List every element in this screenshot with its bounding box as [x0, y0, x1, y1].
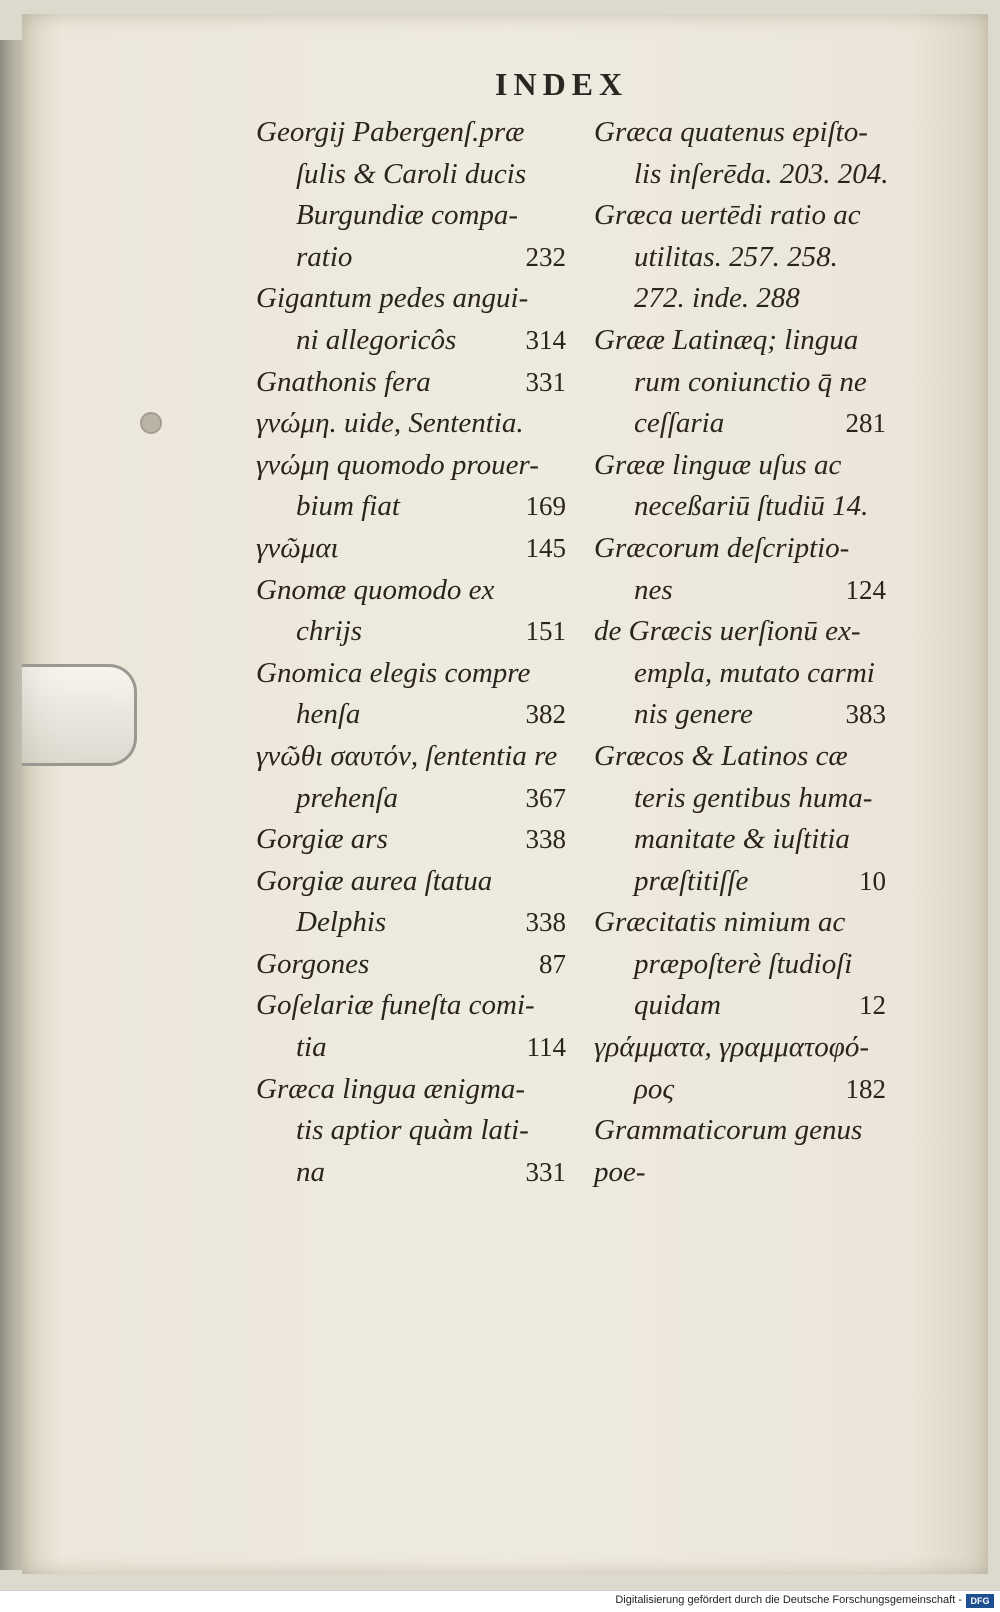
index-entry-line: [256, 528, 566, 570]
index-page-reference: 10: [859, 865, 886, 896]
index-entry-text: Gnomæ quomodo ex: [256, 573, 495, 606]
index-entry-text: ρος: [634, 1072, 675, 1105]
index-entry-line: [594, 1027, 894, 1069]
index-entry-text: poe-: [594, 1155, 646, 1188]
index-entry-text: empla, mutato carmi: [634, 656, 875, 689]
index-entry-text: utilitas. 257. 258.: [634, 240, 838, 273]
index-entry-line: [594, 985, 894, 1027]
index-entry-line: [256, 1069, 566, 1111]
index-entry-text: Goſelariæ funeſta comi-: [256, 989, 535, 1022]
index-entry-text: prehenſa: [296, 781, 399, 814]
page-hole: [140, 412, 162, 434]
index-entry-text: Grææ linguæ uſus ac: [594, 448, 842, 481]
index-entry-text: Græca lingua ænigma-: [256, 1072, 526, 1105]
index-page-reference: 331: [525, 366, 566, 397]
index-entry-line: [594, 445, 894, 487]
index-entry-text: Gorgiæ aurea ſtatua: [256, 864, 493, 897]
index-entry-text: ratio: [296, 240, 353, 273]
index-entry-text: tis aptior quàm lati-: [296, 1114, 529, 1147]
index-entry-line: [594, 278, 894, 320]
index-entry-text: na: [296, 1155, 325, 1188]
index-entry-line: [594, 320, 894, 362]
index-entry-line: [594, 1069, 894, 1111]
index-entry-text: Græcos & Latinos cæ: [594, 739, 848, 772]
footer: [0, 1590, 1000, 1612]
index-entry-line: [256, 1152, 566, 1194]
index-entry-line: [256, 237, 566, 279]
index-entry-text: Grææ Latinæq; lingua: [594, 323, 859, 356]
index-entry-line: [594, 528, 894, 570]
index-entry-text: de Græcis uerſionū ex-: [594, 615, 861, 648]
index-entry-text: rum coniunctio q̄ ne: [634, 365, 867, 398]
index-entry-text: manitate & iuſtitia: [634, 823, 850, 856]
index-entry-text: Delphis: [296, 906, 387, 939]
index-entry-line: [256, 278, 566, 320]
index-page-reference: 114: [526, 1032, 566, 1063]
index-entry-line: [256, 362, 566, 404]
index-entry-line: [256, 1110, 566, 1152]
index-entry-text: Gnathonis fera: [256, 365, 431, 398]
index-entry-text: Grammaticorum genus: [594, 1114, 863, 1147]
index-entry-text: Burgundiæ compa-: [296, 199, 519, 232]
index-entry-text: γνῶμαι: [256, 531, 339, 564]
index-page-reference: 151: [525, 616, 566, 647]
index-entry-line: [594, 486, 894, 528]
index-page-reference: 338: [525, 824, 566, 855]
index-entry-line: [256, 403, 566, 445]
index-entry-line: [256, 195, 566, 237]
index-page-reference: 169: [525, 491, 566, 522]
index-entry-text: 272. inde. 288: [634, 282, 800, 315]
index-entry-line: [594, 902, 894, 944]
index-page-reference: 182: [845, 1073, 886, 1104]
index-entry-line: [256, 902, 566, 944]
index-entry-line: [256, 694, 566, 736]
index-entry-text: teris gentibus huma-: [634, 781, 873, 814]
index-column-right: [594, 112, 894, 1193]
index-entry-text: henſa: [296, 698, 361, 731]
index-entry-line: [256, 611, 566, 653]
index-entry-line: [256, 985, 566, 1027]
index-entry-line: [594, 1152, 894, 1194]
index-page-reference: 314: [525, 324, 566, 355]
footer-credit: Digitalisierung gefördert durch die Deutsche Forschungsgemeinschaft -: [615, 1594, 962, 1606]
index-entry-text: Gigantum pedes angui-: [256, 282, 529, 315]
index-entry-line: [256, 944, 566, 986]
index-entry-line: [256, 570, 566, 612]
page-header: INDEX: [495, 66, 629, 102]
index-entry-text: tia: [296, 1031, 327, 1064]
index-page-reference: 232: [525, 241, 566, 272]
index-entry-line: [594, 736, 894, 778]
index-entry-text: Gnomica elegis compre: [256, 656, 531, 689]
index-entry-text: Georgij Pabergenſ.præ: [256, 116, 525, 148]
index-page-reference: 87: [539, 948, 566, 979]
index-entry-line: [256, 445, 566, 487]
index-entry-text: γνῶθι σαυτόν, ſententia re: [256, 739, 558, 772]
index-page-reference: 281: [845, 408, 886, 439]
index-entry-line: [594, 861, 894, 903]
index-entry-line: [594, 944, 894, 986]
index-entry-line: [256, 320, 566, 362]
index-entry-text: bium fiat: [296, 490, 400, 523]
index-entry-line: [256, 653, 566, 695]
index-entry-text: præſtitiſſe: [634, 864, 749, 897]
index-page-reference: 367: [525, 782, 566, 813]
index-entry-line: [256, 778, 566, 820]
index-entry-text: Græcitatis nimium ac: [594, 906, 846, 939]
index-entry-text: γνώμη quomodo prouer-: [256, 448, 539, 481]
index-page-reference: 383: [845, 699, 886, 730]
index-entry-line: [594, 237, 894, 279]
index-entry-line: [256, 112, 566, 154]
index-entry-text: nes: [634, 573, 673, 606]
index-entry-line: [594, 694, 894, 736]
index-entry-line: [594, 653, 894, 695]
index-entry-line: [256, 819, 566, 861]
index-entry-line: [594, 1110, 894, 1152]
index-entry-text: ni allegoricôs: [296, 323, 457, 356]
index-page-reference: 331: [525, 1156, 566, 1187]
index-entry-line: [594, 611, 894, 653]
index-entry-line: [256, 1027, 566, 1069]
index-entry-text: nis genere: [634, 698, 753, 731]
index-entry-text: ceſſaria: [634, 407, 725, 440]
index-entry-line: [594, 154, 894, 196]
index-entry-text: ſulis & Caroli ducis: [296, 157, 527, 190]
index-page-reference: 382: [525, 699, 566, 730]
index-entry-text: præpoſterè ſtudioſi: [634, 947, 853, 980]
index-entry-text: chrijs: [296, 615, 363, 648]
page-clip: [22, 664, 137, 766]
index-entry-line: [594, 819, 894, 861]
index-entry-line: [256, 486, 566, 528]
index-entry-text: γνώμη. uide, Sententia.: [256, 407, 524, 440]
index-entry-text: lis inſerēda. 203. 204.: [634, 157, 889, 190]
index-page-reference: 338: [525, 907, 566, 938]
index-entry-text: Græca uertēdi ratio ac: [594, 199, 861, 232]
index-entry-line: [256, 861, 566, 903]
index-entry-text: Gorgiæ ars: [256, 823, 388, 856]
dfg-logo: DFG: [966, 1594, 994, 1608]
index-entry-line: [594, 112, 894, 154]
index-page-reference: 12: [859, 990, 886, 1021]
index-entry-line: [256, 736, 566, 778]
index-entry-line: [256, 154, 566, 196]
index-entry-text: quidam: [634, 989, 721, 1022]
index-entry-line: [594, 778, 894, 820]
index-entry-text: neceßariū ſtudiū 14.: [634, 490, 869, 523]
index-entry-line: [594, 403, 894, 445]
index-page-reference: 124: [845, 574, 886, 605]
index-entry-text: γράμματα, γραμματοφό-: [594, 1031, 869, 1064]
index-page-reference: 145: [525, 532, 566, 563]
index-entry-text: Græca quatenus epiſto-: [594, 116, 868, 148]
index-entry-line: [594, 195, 894, 237]
index-entry-text: Gorgones: [256, 947, 370, 980]
index-entry-text: Græcorum deſcriptio-: [594, 531, 850, 564]
index-column-left: [256, 112, 566, 1193]
index-entry-line: [594, 362, 894, 404]
index-entry-line: [594, 570, 894, 612]
